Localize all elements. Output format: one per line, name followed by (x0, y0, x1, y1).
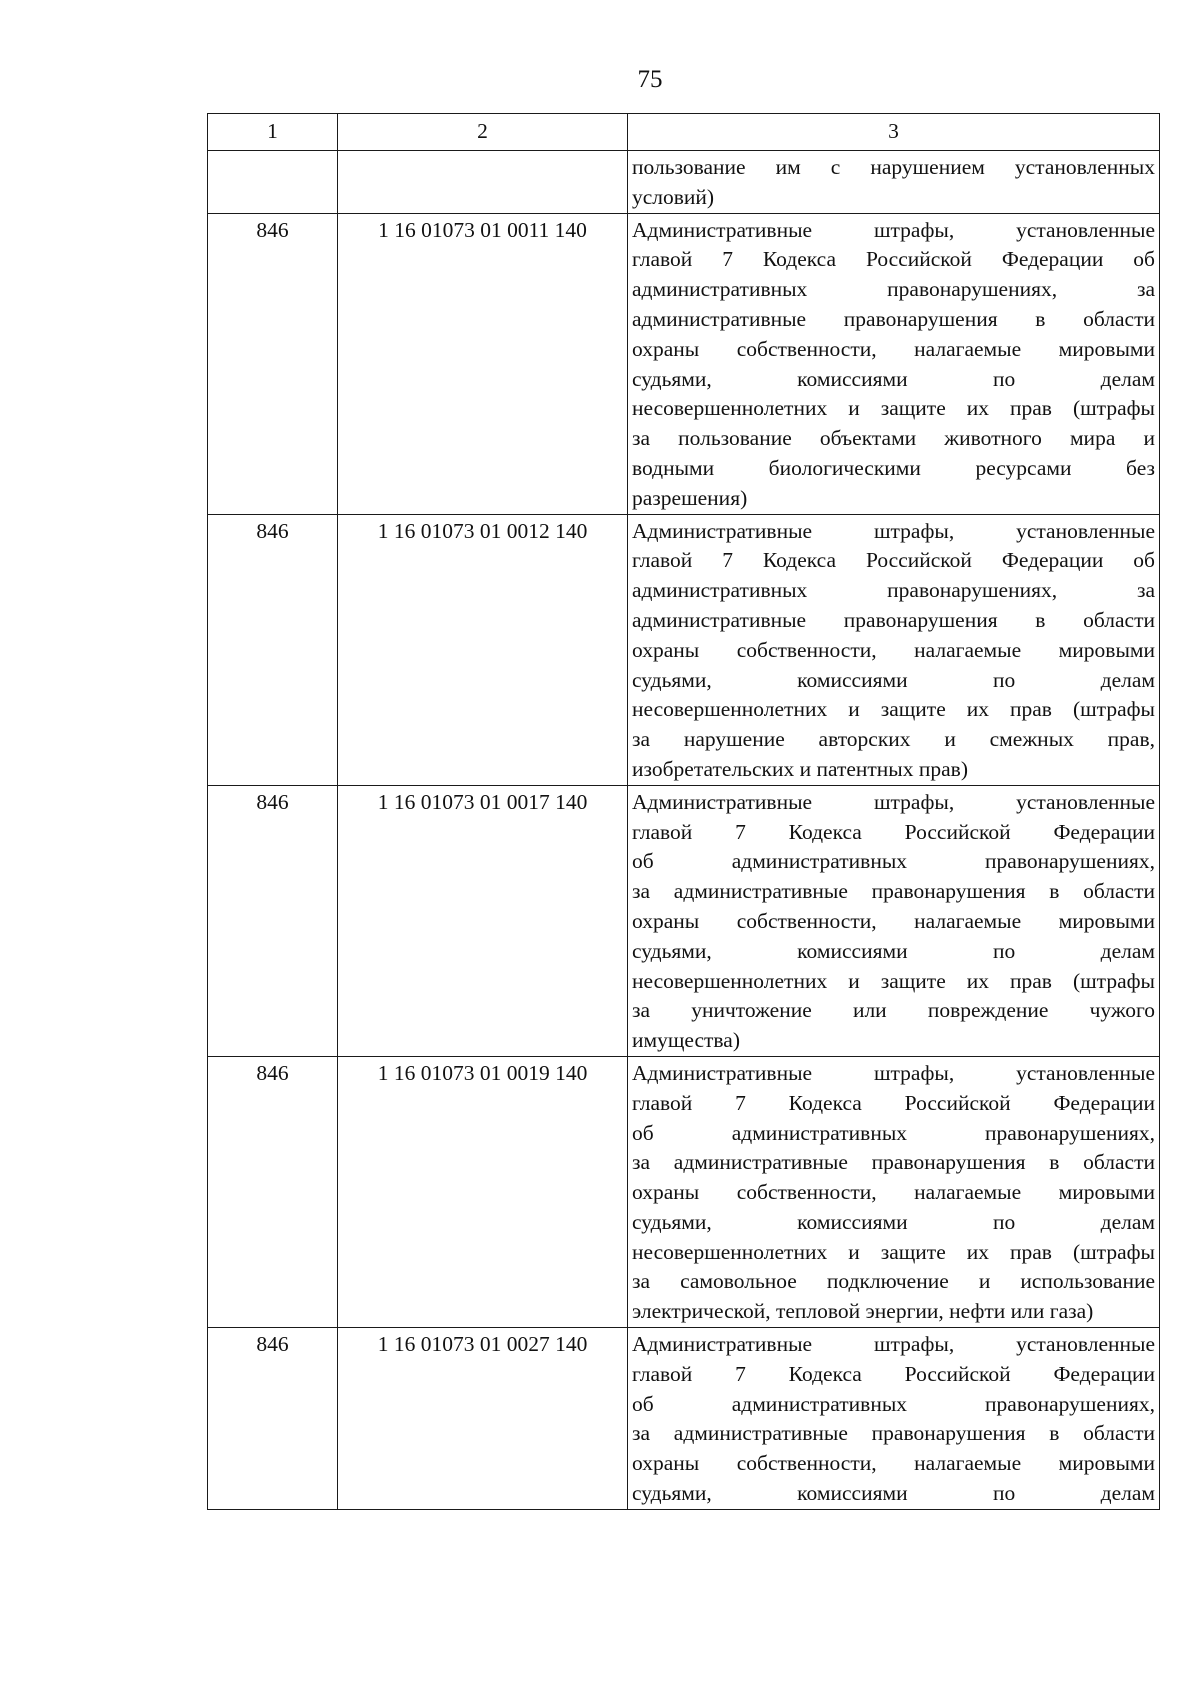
description-line: имущества) (632, 1028, 741, 1053)
description-line: несовершеннолетних и защите их прав (штрафы (632, 697, 1155, 722)
table-header-row (208, 114, 1160, 151)
description-cell (628, 1056, 1160, 1327)
description-line: охраны собственности, налагаемые мировыми (632, 336, 1155, 361)
description-line: несовершеннолетних и защите их прав (штрафы (632, 396, 1155, 421)
admin-code-cell: 846 (208, 514, 338, 785)
description-line: Административные штрафы, установленные (632, 518, 1155, 543)
description-line: главой 7 Кодекса Российской Федерации (632, 1090, 1155, 1115)
table-row (208, 1328, 1160, 1510)
description-line: судьями, комиссиями по делам (632, 1209, 1155, 1234)
admin-code-cell: 846 (208, 785, 338, 1056)
description-line: за самовольное подключение и использование (632, 1269, 1155, 1294)
admin-code-cell (208, 151, 338, 214)
description-cell (628, 213, 1160, 514)
description-line: несовершеннолетних и защите их прав (штрафы (632, 968, 1155, 993)
description-line: Административные штрафы, установленные (632, 1332, 1155, 1357)
description-line: судьями, комиссиями по делам (632, 667, 1155, 692)
description-cell (628, 151, 1160, 214)
table-row (208, 514, 1160, 785)
budget-code-cell: 1 16 01073 01 0012 140 (338, 514, 628, 785)
description-line: охраны собственности, налагаемые мировыми (632, 637, 1155, 662)
description-line: электрической, тепловой энергии, нефти или газа) (632, 1299, 1094, 1324)
budget-code-cell (338, 151, 628, 214)
budget-code-cell: 1 16 01073 01 0011 140 (338, 213, 628, 514)
description-line: главой 7 Кодекса Российской Федерации об (632, 548, 1155, 573)
description-line: главой 7 Кодекса Российской Федерации (632, 1361, 1155, 1386)
header-cell-col3: 3 (628, 114, 1160, 151)
table-row (208, 785, 1160, 1056)
header-cell-col2: 2 (338, 114, 628, 151)
description-line: за административные правонарушения в области (632, 879, 1155, 904)
description-line: за пользование объектами животного мира и (632, 426, 1155, 451)
description-line: несовершеннолетних и защите их прав (штрафы (632, 1239, 1155, 1264)
description-line: административные правонарушения в области (632, 306, 1155, 331)
description-line: административных правонарушениях, за (632, 578, 1155, 603)
description-line: административные правонарушения в области (632, 607, 1155, 632)
description-line: главой 7 Кодекса Российской Федерации (632, 819, 1155, 844)
description-line: об административных правонарушениях, (632, 849, 1155, 874)
admin-code-cell: 846 (208, 213, 338, 514)
description-line: разрешения) (632, 485, 748, 510)
description-line: Административные штрафы, установленные (632, 789, 1155, 814)
description-line: водными биологическими ресурсами без (632, 455, 1155, 480)
description-line: об административных правонарушениях, (632, 1120, 1155, 1145)
table-row (208, 213, 1160, 514)
description-line: об административных правонарушениях, (632, 1391, 1155, 1416)
description-cell (628, 785, 1160, 1056)
description-cell (628, 514, 1160, 785)
description-line: за административные правонарушения в области (632, 1421, 1155, 1446)
header-cell-col1: 1 (208, 114, 338, 151)
description-line: главой 7 Кодекса Российской Федерации об (632, 247, 1155, 272)
description-line: судьями, комиссиями по делам (632, 1481, 1155, 1506)
description-line: охраны собственности, налагаемые мировыми (632, 1451, 1155, 1476)
description-line: охраны собственности, налагаемые мировыми (632, 908, 1155, 933)
table-body (208, 114, 1160, 1510)
description-line: судьями, комиссиями по делам (632, 938, 1155, 963)
description-line: Административные штрафы, установленные (632, 217, 1155, 242)
description-line: охраны собственности, налагаемые мировыми (632, 1180, 1155, 1205)
description-line: за уничтожение или повреждение чужого (632, 998, 1155, 1023)
budget-code-cell: 1 16 01073 01 0017 140 (338, 785, 628, 1056)
admin-code-cell: 846 (208, 1056, 338, 1327)
budget-code-cell: 1 16 01073 01 0027 140 (338, 1328, 628, 1510)
description-cell (628, 1328, 1160, 1510)
description-line: за нарушение авторских и смежных прав, (632, 727, 1155, 752)
description-line: судьями, комиссиями по делам (632, 366, 1155, 391)
description-line: пользование им с нарушением установленных (632, 155, 1155, 179)
description-line: изобретательских и патентных прав) (632, 756, 968, 781)
admin-code-cell: 846 (208, 1328, 338, 1510)
budget-codes-table (207, 113, 1160, 1510)
description-line: Административные штрафы, установленные (632, 1060, 1155, 1085)
budget-code-cell: 1 16 01073 01 0019 140 (338, 1056, 628, 1327)
table-row (208, 151, 1160, 214)
description-line: административных правонарушениях, за (632, 277, 1155, 302)
description-line: условий) (632, 184, 715, 209)
table-row (208, 1056, 1160, 1327)
description-line: за административные правонарушения в области (632, 1150, 1155, 1175)
page-number: 75 (637, 66, 663, 93)
